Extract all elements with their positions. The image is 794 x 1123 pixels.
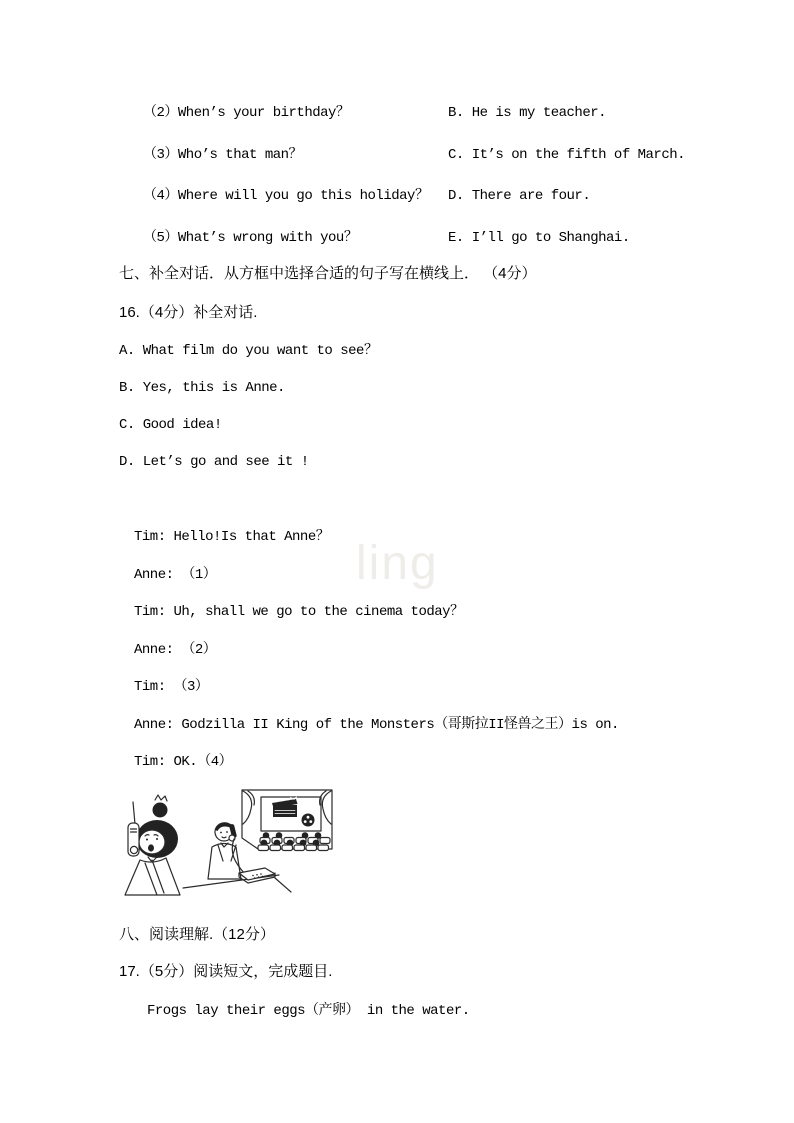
option-D: D. Let’s go and see it !: [119, 454, 309, 470]
section-7-header: 七、补全对话．从方框中选择合适的句子写在横线上． （4分）: [119, 265, 537, 282]
answer-B: B. He is my teacher.: [448, 105, 607, 121]
girl-dress: [125, 858, 180, 895]
dialogue-line-tim-4: Tim: OK.（4）: [134, 754, 233, 770]
question-3: （3）Who’s that man？: [143, 147, 303, 163]
answer-E: E. I’ll go to Shanghai.: [448, 230, 630, 246]
question-2: （2）When’s your birthday？: [143, 105, 350, 121]
phone-antenna: [133, 802, 135, 824]
option-C: C. Good idea!: [119, 417, 222, 433]
boy-figure: [208, 822, 241, 879]
section-8-header: 八、阅读理解.（12分）: [119, 926, 275, 943]
hairpin-icon: [155, 795, 167, 801]
question-16-title: 16.（4分）补全对话.: [119, 304, 258, 321]
question-17-title: 17.（5分）阅读短文，完成题目.: [119, 963, 333, 980]
dialogue-line-tim-3: Tim: （3）: [134, 679, 209, 695]
option-A: A. What film do you want to see？: [119, 343, 378, 359]
watermark: ling: [356, 537, 439, 590]
question-4: （4）Where will you go this holiday？: [143, 188, 429, 204]
girl-figure: [125, 795, 180, 895]
cinema-inset: [242, 790, 332, 851]
film-reel-icon: [302, 814, 315, 827]
dialogue-line-anne-2: Anne: （2）: [134, 642, 217, 658]
dialogue-line-tim-2: Tim: Uh, shall we go to the cinema today？: [134, 604, 464, 620]
dialogue-line-anne-1: Anne: （1）: [134, 567, 217, 583]
answer-D: D. There are four.: [448, 188, 591, 204]
question-5: （5）What’s wrong with you？: [143, 230, 358, 246]
answer-C: C. It’s on the fifth of March.: [448, 147, 686, 163]
option-B: B. Yes, this is Anne.: [119, 380, 285, 396]
dialogue-line-anne-3: Anne: Godzilla II King of the Monsters（哥斯拉II怪兽之王）is on.: [134, 717, 619, 733]
dialogue-line-tim-1: Tim: Hello!Is that Anne？: [134, 529, 330, 545]
cinema-phone-illustration: [115, 787, 335, 899]
passage-line: Frogs lay their eggs（产卵） in the water.: [147, 1003, 470, 1019]
